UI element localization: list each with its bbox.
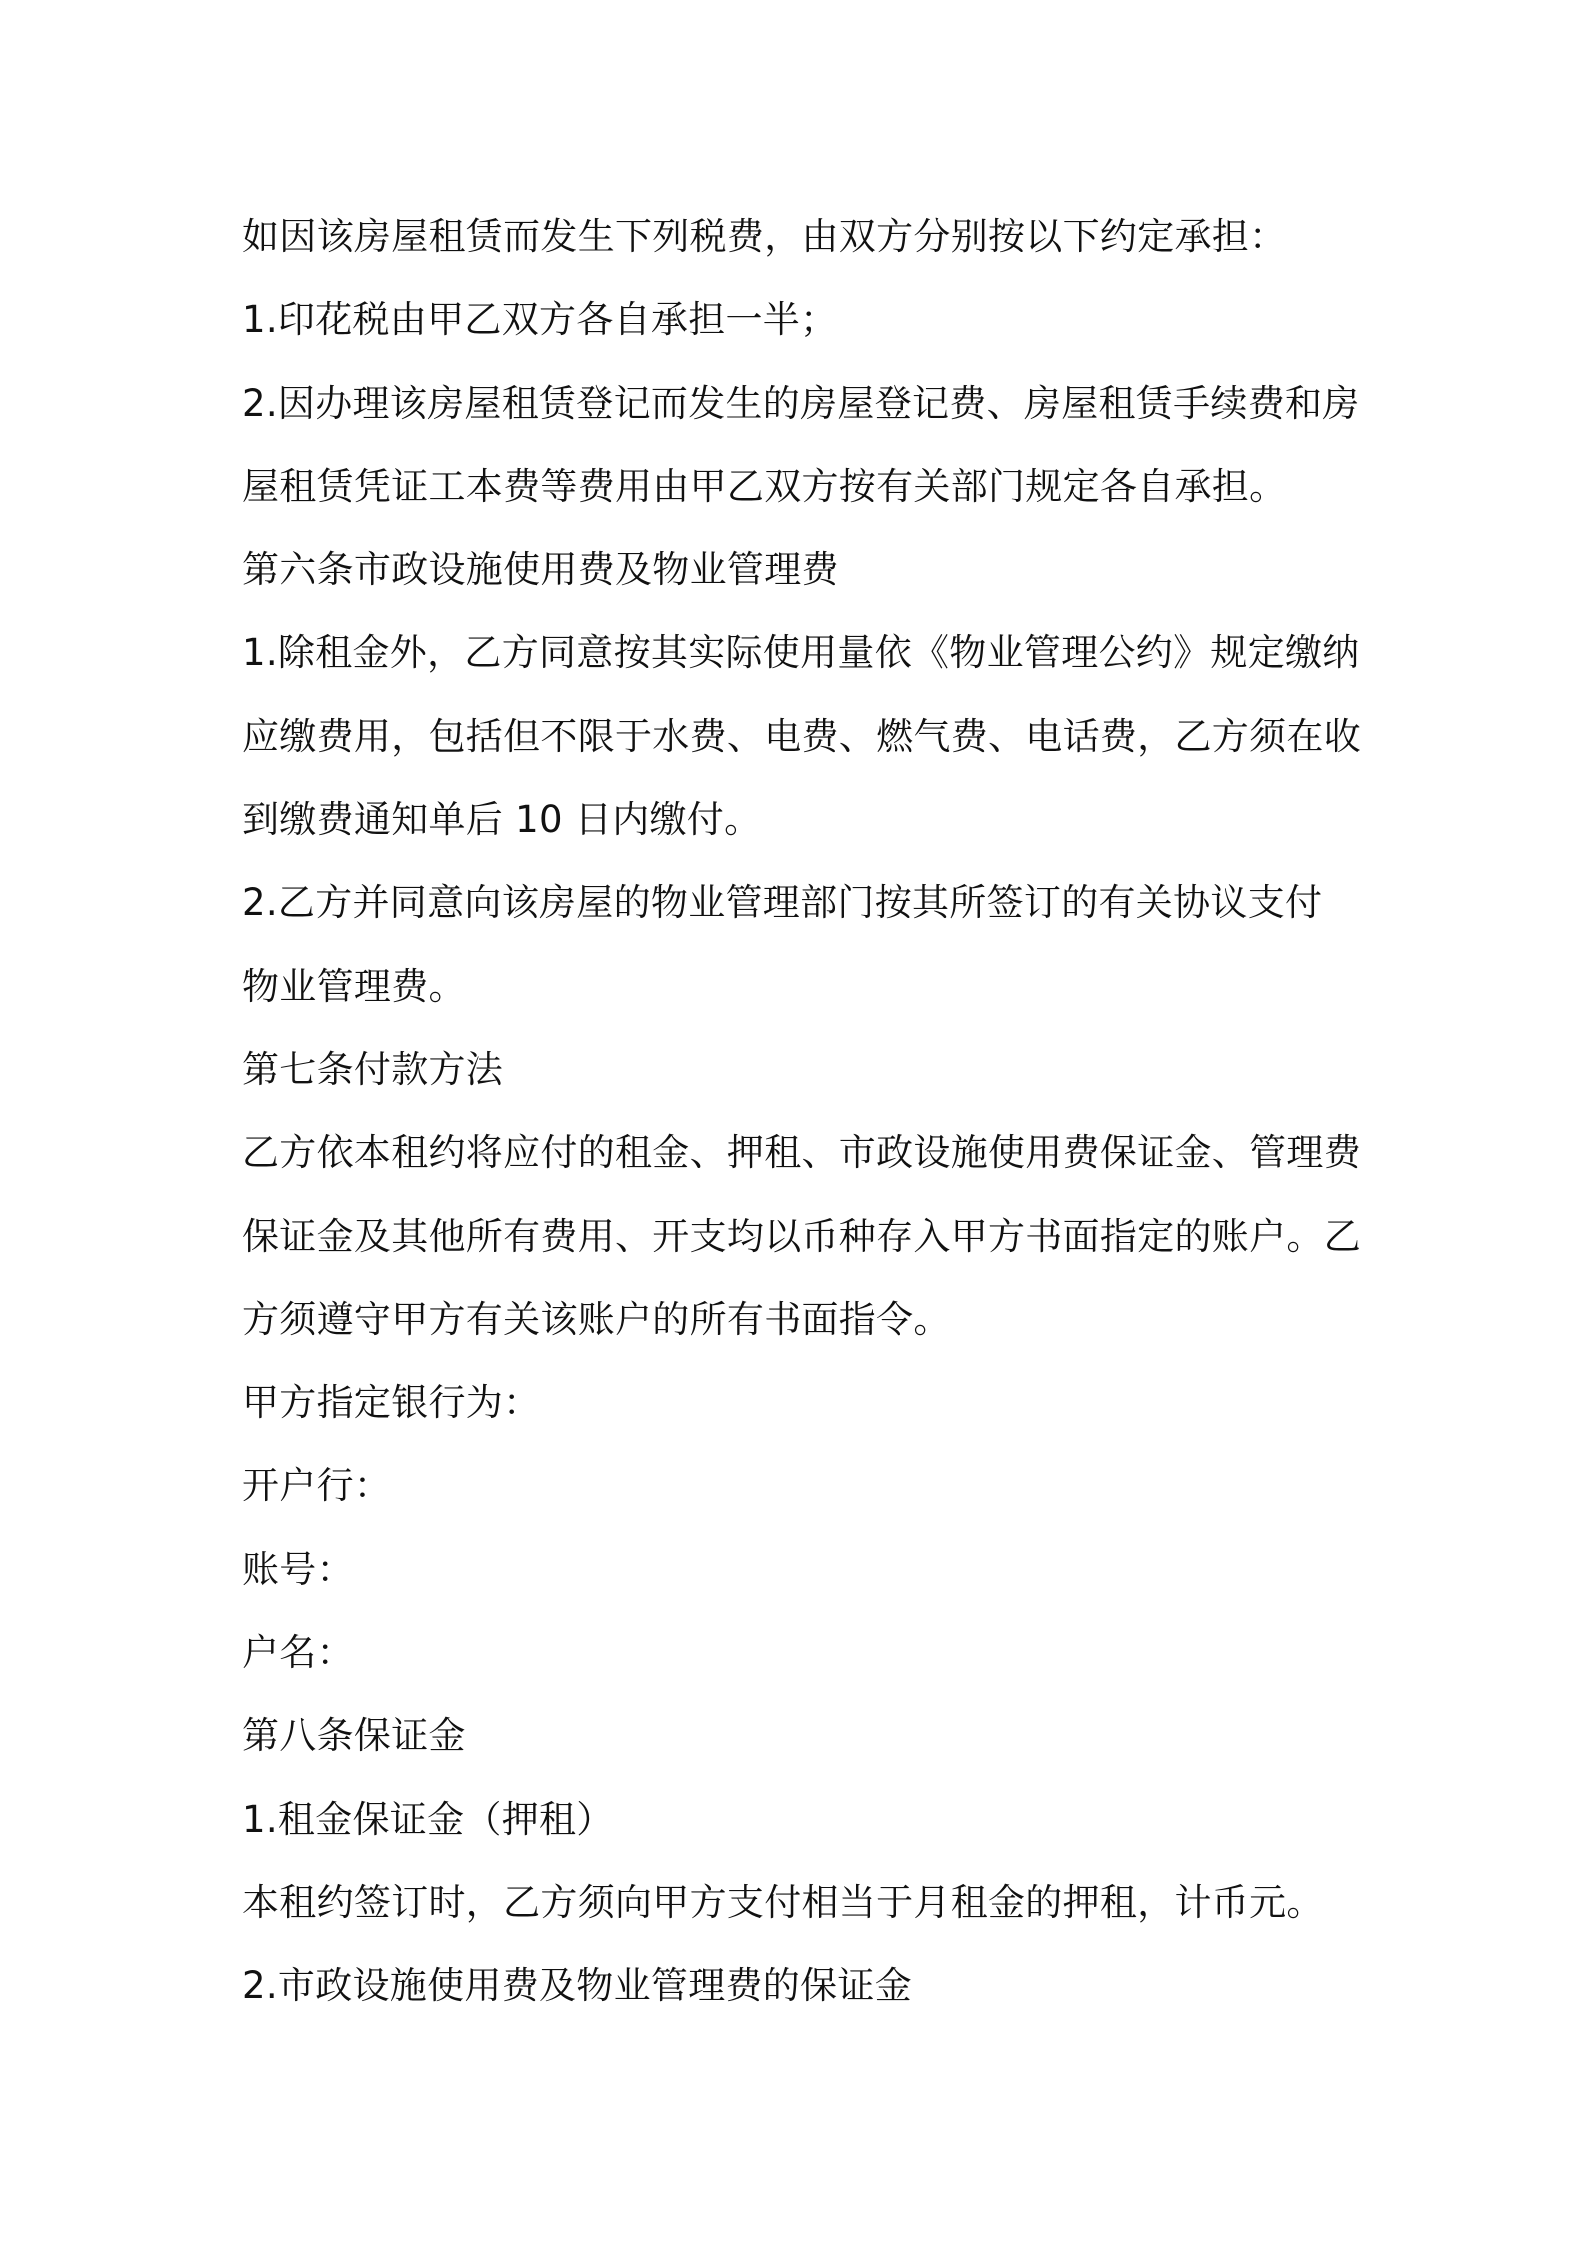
paragraph-rent-deposit-title: 1.租金保证金（押租） [242,1797,614,1841]
paragraph-utility-deposit-title: 2.市政设施使用费及物业管理费的保证金 [242,1964,913,2008]
paragraph-registration-fees: 2.因办理该房屋租赁登记而发生的房屋登记费、房屋租赁手续费和房 [242,381,1360,425]
paragraph-rent-deposit: 本租约签订时，乙方须向甲方支付相当于月租金的押租，计币元。 [242,1880,1324,1924]
account-number-label: 账号： [242,1547,354,1591]
paragraph-management-fee: 2.乙方并同意向该房屋的物业管理部门按其所签订的有关协议支付 [242,881,1323,925]
paragraph-utility-fees-cont: 应缴费用，包括但不限于水费、电费、燃气费、电话费，乙方须在收 [242,714,1361,758]
paragraph-utility-fees: 1.除租金外，乙方同意按其实际使用量依《物业管理公约》规定缴纳 [242,631,1360,675]
bank-designation-label: 甲方指定银行为： [242,1381,541,1425]
heading-article-6: 第六条市政设施使用费及物业管理费 [242,548,839,592]
paragraph-payment-method-cont-2: 方须遵守甲方有关该账户的所有书面指令。 [242,1297,951,1341]
paragraph-management-fee-cont: 物业管理费。 [242,964,466,1008]
bank-name-label: 开户行： [242,1464,392,1508]
paragraph-payment-method-cont: 保证金及其他所有费用、开支均以币种存入甲方书面指定的账户。乙 [242,1214,1361,1258]
paragraph-tax-intro: 如因该房屋租赁而发生下列税费，由双方分别按以下约定承担： [242,215,1287,258]
paragraph-utility-fees-cont-2: 到缴费通知单后 10 日内缴付。 [242,798,762,842]
heading-article-8: 第八条保证金 [242,1714,466,1758]
heading-article-7: 第七条付款方法 [242,1047,504,1091]
document-body [242,195,1362,2028]
paragraph-stamp-tax: 1.印花税由甲乙双方各自承担一半； [242,298,838,342]
paragraph-payment-method: 乙方依本租约将应付的租金、押租、市政设施使用费保证金、管理费 [242,1131,1361,1175]
account-holder-label: 户名： [242,1631,354,1675]
paragraph-registration-fees-cont: 屋租赁凭证工本费等费用由甲乙双方按有关部门规定各自承担。 [242,464,1287,508]
